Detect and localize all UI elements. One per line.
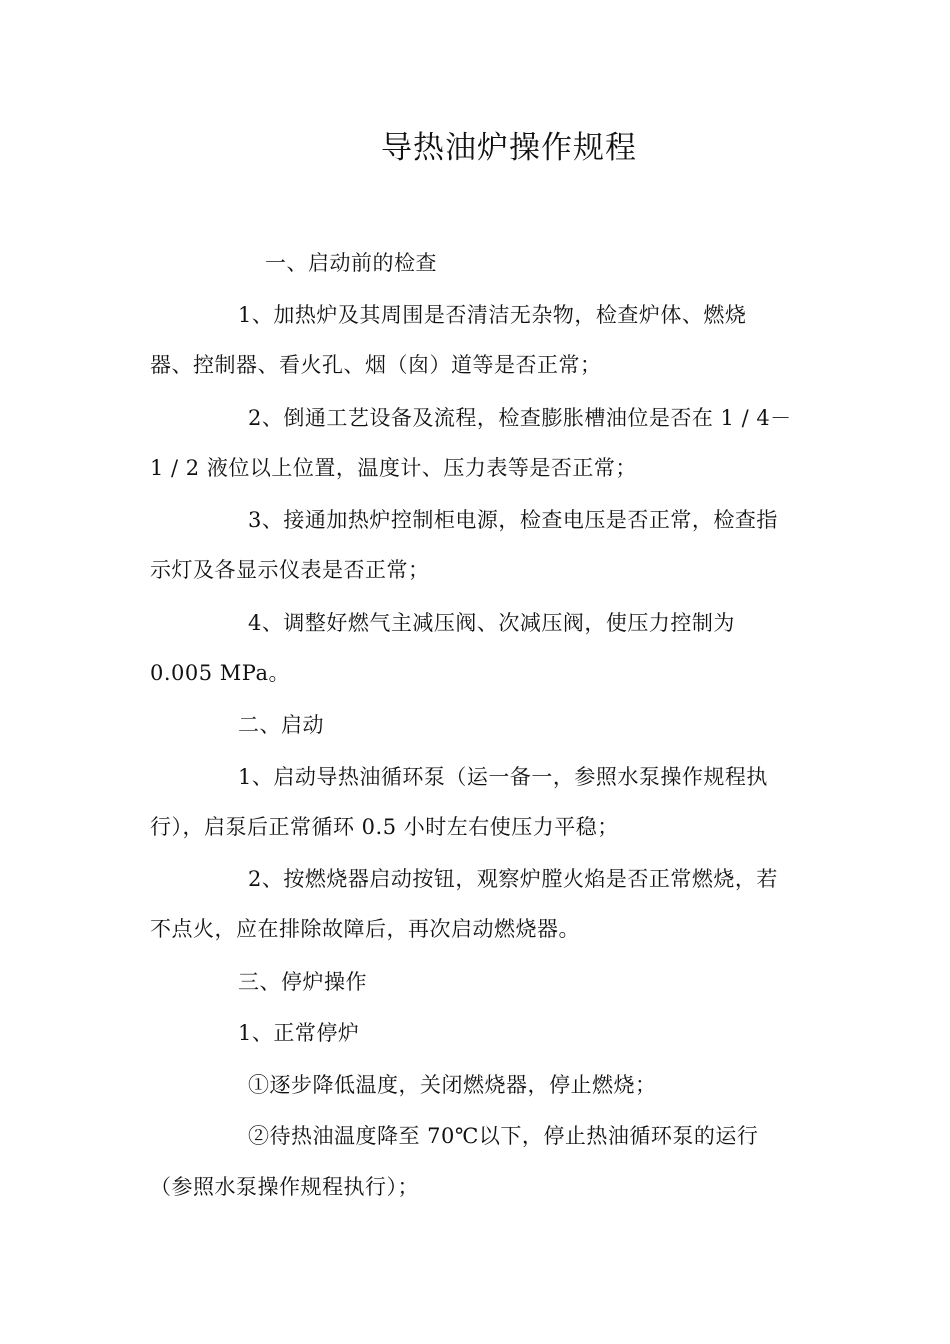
paragraph-line: 器、控制器、看火孔、烟（囱）道等是否正常；	[150, 353, 602, 377]
paragraph-line: 示灯及各显示仪表是否正常；	[150, 558, 430, 582]
section-heading-3: 三、停炉操作	[238, 970, 367, 994]
paragraph-line: 行），启泵后正常循环 0.5 小时左右使压力平稳；	[150, 815, 619, 839]
paragraph-line: 4、调整好燃气主减压阀、次减压阀，使压力控制为	[248, 611, 735, 635]
paragraph-line: 2、倒通工艺设备及流程，检查膨胀槽油位是否在 1 / 4－	[248, 406, 792, 430]
paragraph-line: 2、按燃烧器启动按钮，观察炉膛火焰是否正常燃烧，若	[248, 867, 778, 891]
paragraph-line: ①逐步降低温度，关闭燃烧器，停止燃烧；	[248, 1073, 657, 1097]
paragraph-line: 0.005 MPa。	[150, 661, 291, 685]
paragraph-line: 1 / 2 液位以上位置，温度计、压力表等是否正常；	[150, 456, 637, 480]
paragraph-line: 1、加热炉及其周围是否清洁无杂物，检查炉体、燃烧	[238, 303, 747, 327]
subsection-heading: 1、正常停炉	[238, 1021, 360, 1045]
paragraph-line: 1、启动导热油循环泵（运一备一，参照水泵操作规程执	[238, 765, 768, 789]
paragraph-line: ②待热油温度降至 70℃以下，停止热油循环泵的运行	[248, 1124, 759, 1148]
paragraph-line: 3、接通加热炉控制柜电源，检查电压是否正常，检查指	[248, 508, 778, 532]
section-heading-2: 二、启动	[238, 713, 324, 737]
paragraph-line: （参照水泵操作规程执行）；	[150, 1175, 419, 1199]
paragraph-line: 不点火，应在排除故障后，再次启动燃烧器。	[150, 917, 580, 941]
document-title: 导热油炉操作规程	[381, 130, 637, 166]
section-heading-1: 一、启动前的检查	[265, 251, 437, 275]
